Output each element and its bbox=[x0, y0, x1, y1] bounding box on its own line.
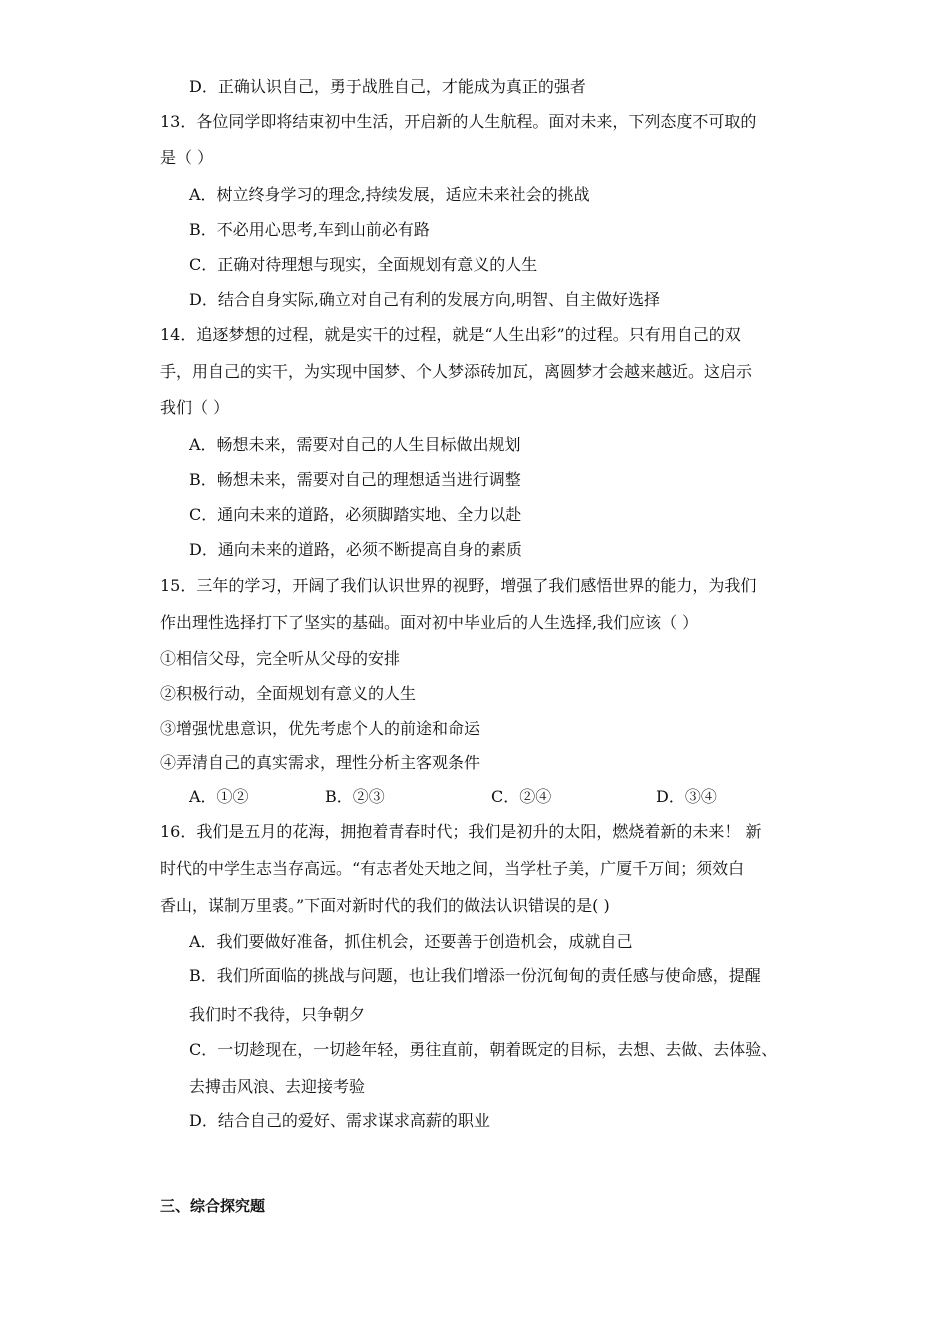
q13-option-b: B．不必用心思考,车到山前必有路 bbox=[189, 220, 430, 239]
q15-option-a: A．①② bbox=[189, 787, 249, 806]
q15-item-3: ③增强忧患意识，优先考虑个人的前途和命运 bbox=[160, 719, 481, 738]
q14-stem-line-2: 手，用自己的实干，为实现中国梦、个人梦添砖加瓦，离圆梦才会越来越近。这启示 bbox=[160, 362, 753, 381]
section-3-heading: 三、综合探究题 bbox=[160, 1197, 266, 1215]
q14-stem-line-3: 我们（ ） bbox=[160, 398, 230, 417]
q15-stem-line-2: 作出理性选择打下了坚实的基础。面对初中毕业后的人生选择,我们应该（ ） bbox=[160, 613, 699, 632]
q15-item-1: ①相信父母，完全听从父母的安排 bbox=[160, 649, 401, 668]
q16-option-b-line-2: 我们时不我待，只争朝夕 bbox=[189, 1005, 366, 1024]
q14-option-a: A．畅想未来，需要对自己的人生目标做出规划 bbox=[189, 435, 521, 454]
q13-option-d: D．结合自身实际,确立对自己有利的发展方向,明智、自主做好选择 bbox=[189, 290, 661, 309]
q13-stem-line-1: 13．各位同学即将结束初中生活，开启新的人生航程。面对未来，下列态度不可取的 bbox=[160, 112, 757, 131]
q15-option-b: B．②③ bbox=[325, 787, 385, 806]
q15-option-d: D．③④ bbox=[656, 787, 717, 806]
q14-stem-line-1: 14．追逐梦想的过程，就是实干的过程，就是“人生出彩”的过程。只有用自己的双 bbox=[160, 325, 741, 344]
q14-option-d: D．通向未来的道路，必须不断提高自身的素质 bbox=[189, 540, 522, 559]
q14-option-c: C．通向未来的道路，必须脚踏实地、全力以赴 bbox=[189, 505, 522, 524]
q13-stem-line-2: 是（ ） bbox=[160, 148, 214, 167]
q16-option-d: D．结合自己的爱好、需求谋求高薪的职业 bbox=[189, 1111, 490, 1130]
q16-option-a: A．我们要做好准备，抓住机会，还要善于创造机会，成就自己 bbox=[189, 932, 633, 951]
q15-item-2: ②积极行动，全面规划有意义的人生 bbox=[160, 684, 417, 703]
q13-option-a: A．树立终身学习的理念,持续发展，适应未来社会的挑战 bbox=[189, 185, 590, 204]
q15-stem-line-1: 15．三年的学习，开阔了我们认识世界的视野，增强了我们感悟世界的能力，为我们 bbox=[160, 576, 757, 595]
q16-option-b-line-1: B．我们所面临的挑战与问题，也让我们增添一份沉甸甸的责任感与使命感，提醒 bbox=[189, 966, 761, 985]
q16-option-c-line-2: 去搏击风浪、去迎接考验 bbox=[189, 1077, 366, 1096]
q13-option-c: C．正确对待理想与现实，全面规划有意义的人生 bbox=[189, 255, 538, 274]
q15-option-c: C．②④ bbox=[491, 787, 552, 806]
q16-stem-line-1: 16．我们是五月的花海，拥抱着青春时代；我们是初升的太阳，燃烧着新的未来！ 新 bbox=[160, 822, 762, 841]
q12-option-d: D．正确认识自己，勇于战胜自己，才能成为真正的强者 bbox=[189, 77, 586, 96]
q15-options-row bbox=[0, 787, 950, 807]
q14-option-b: B．畅想未来，需要对自己的理想适当进行调整 bbox=[189, 470, 521, 489]
q16-stem-line-3: 香山，谋制万里裘。”下面对新时代的我们的做法认识错误的是( ) bbox=[160, 896, 610, 915]
q15-item-4: ④弄清自己的真实需求，理性分析主客观条件 bbox=[160, 753, 481, 772]
q16-stem-line-2: 时代的中学生志当存高远。“有志者处天地之间，当学杜子美，广厦千万间；须效白 bbox=[160, 859, 745, 878]
q16-option-c-line-1: C．一切趁现在，一切趁年轻，勇往直前，朝着既定的目标，去想、去做、去体验、 bbox=[189, 1040, 778, 1059]
